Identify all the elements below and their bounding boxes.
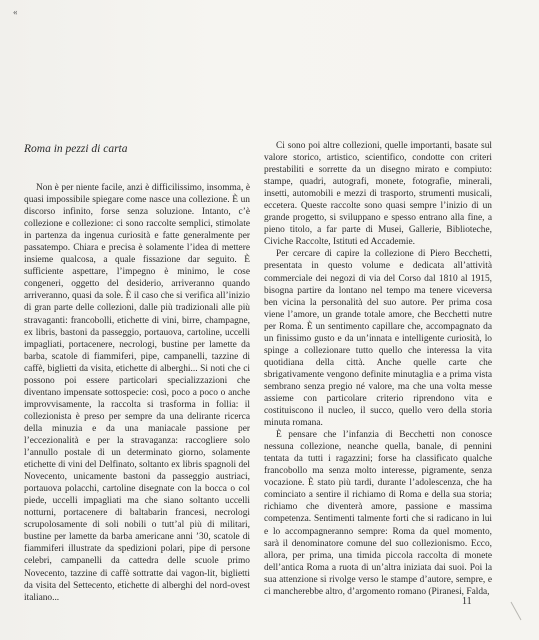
chapter-heading: Roma in pezzi di carta (24, 143, 128, 155)
corner-mark: « (13, 7, 18, 17)
paragraph: Non è per niente facile, anzi è difficilissimo, insomma, è quasi impossibile spiegare come nasce una collezione. È un discorso infinito, forse senza soluzione. Intanto, c’è collezione e collezione: ci sono raccolte semplici, stimolate in partenza da ingenua curiosità e fatte generalmente per passatempo. Chiara e precisa è solamente l’idea di mettere insieme qualcosa, a quale fissazione dar seguito. È sufficiente aspettare, l’impegno è minimo, le cose congeneri, oggetto del desiderio, arriveranno quando arriveranno, quasi da sole. È il caso che si verifica all’inizio di gran parte delle collezioni, dalle più tradizionali alle più stravaganti: francobolli, etichette di vini, birre, champagne, ex libris, bastoni da passeggio, portauova, cartoline, uccelli impagliati, portacenere, necrologi, bustine per lamette da barba, scatole di fiammiferi, pipe, campanelli, tazzine di caffè, biglietti da visita, etichette di alberghi... Si noti che ci possono poi essere particolari specializzazioni che diventano impensate sottospecie: così, poco a poco o anche improvvisamente, la raccolta si trasforma in follia: il collezionista è preso per sempre da una delirante ricerca della minuzia e da una maniacale passione per l’eccezionalità e per la stravaganza: raccogliere solo l’annullo postale di un determinato giorno, solamente etichette di vini del Delfinato, soltanto ex libris spagnoli del Novecento, unicamente bastoni da passeggio austriaci, portauova polacchi, cartoline disegnate con la bocca o col piede, uccelli impagliati ma che siano soltanto uccelli notturni, portacenere di baltabarin francesi, necrologi scrupolosamente di soli nobili o tutt’al più di militari, bustine per lamette da barba americane anni ’30, scatole di fiammiferi illustrate da spedizioni polari, pipe di persone celebri, campanelli da cattedra delle scuole primo Novecento, tazzine di caffè sottratte dai vagon-lit, biglietti da visita del Settecento, etichette di alberghi del nord-ovest italiano... (24, 183, 250, 603)
left-column (24, 182, 250, 604)
scan-edge-mark (510, 601, 522, 621)
paragraph: È pensare che l’infanzia di Becchetti non conosce nessuna collezione, neanche quella, banale, di pennini tentata da tutti i ragazzini; forse ha classificato qualche francobollo ma senza molto interesse, pigramente, senza vocazione. È stato più tardi, durante l’adolescenza, che ha cominciato a sentire il richiamo di Roma e della sua storia; richiamo che diventerà amore, passione e massima competenza. Sentimenti talmente forti che si radicano in lui e lo accompagneranno sempre: Roma da quel momento, sarà il denominatore comune del suo collezionismo. Ecco, allora, per prima, una timida piccola raccolta di monete dell’antica Roma a ruota di un’altra iniziata dai suoi. Poi la sua attenzione si rivolge verso le stampe d’autore, sempre, e ci mancherebbe altro, d’argomento romano (Piranesi, Falda, (264, 430, 492, 597)
paragraph: Per cercare di capire la collezione di Piero Becchetti, presentata in questo volume e dedicata all’attività commerciale dei negozi di via del Corso dal 1810 al 1915, bisogna partire da lontano nel tempo ma tenere viceversa ben vicina la personalità del suo autore. Per prima cosa viene l’amore, un grande totale amore, che Becchetti nutre per Roma. È un sentimento capillare che, accompagnato da un finissimo gusto e da un’innata e intelligente curiosità, lo spinge a collezionare tutto quello che interessa la vita quotidiana della città. Anche quelle carte che sbrigativamente vengono definite minutaglia e a prima vista sembrano senza pregio né valore, ma che una volta messe assieme con particolare criterio riprendono vita e costituiscono il nucleo, il succo, quello vero della storia minuta romana. (264, 249, 492, 429)
right-column (264, 140, 492, 598)
paragraph: Ci sono poi altre collezioni, quelle importanti, basate sul valore storico, artistico, scientifico, condotte con criteri prestabiliti e sorrette da un disegno mirato e compiuto: stampe, quadri, autografi, monete, fotografie, minerali, insetti, automobili e mezzi di trasporto, strumenti musicali, eccetera. Queste raccolte sono quasi sempre l’inizio di un grande progetto, si sviluppano e spesso entrano alla fine, a pieno titolo, a far parte di Musei, Gallerie, Biblioteche, Civiche Raccolte, Istituti ed Accademie. (264, 141, 492, 248)
page-number: 11 (462, 596, 472, 607)
